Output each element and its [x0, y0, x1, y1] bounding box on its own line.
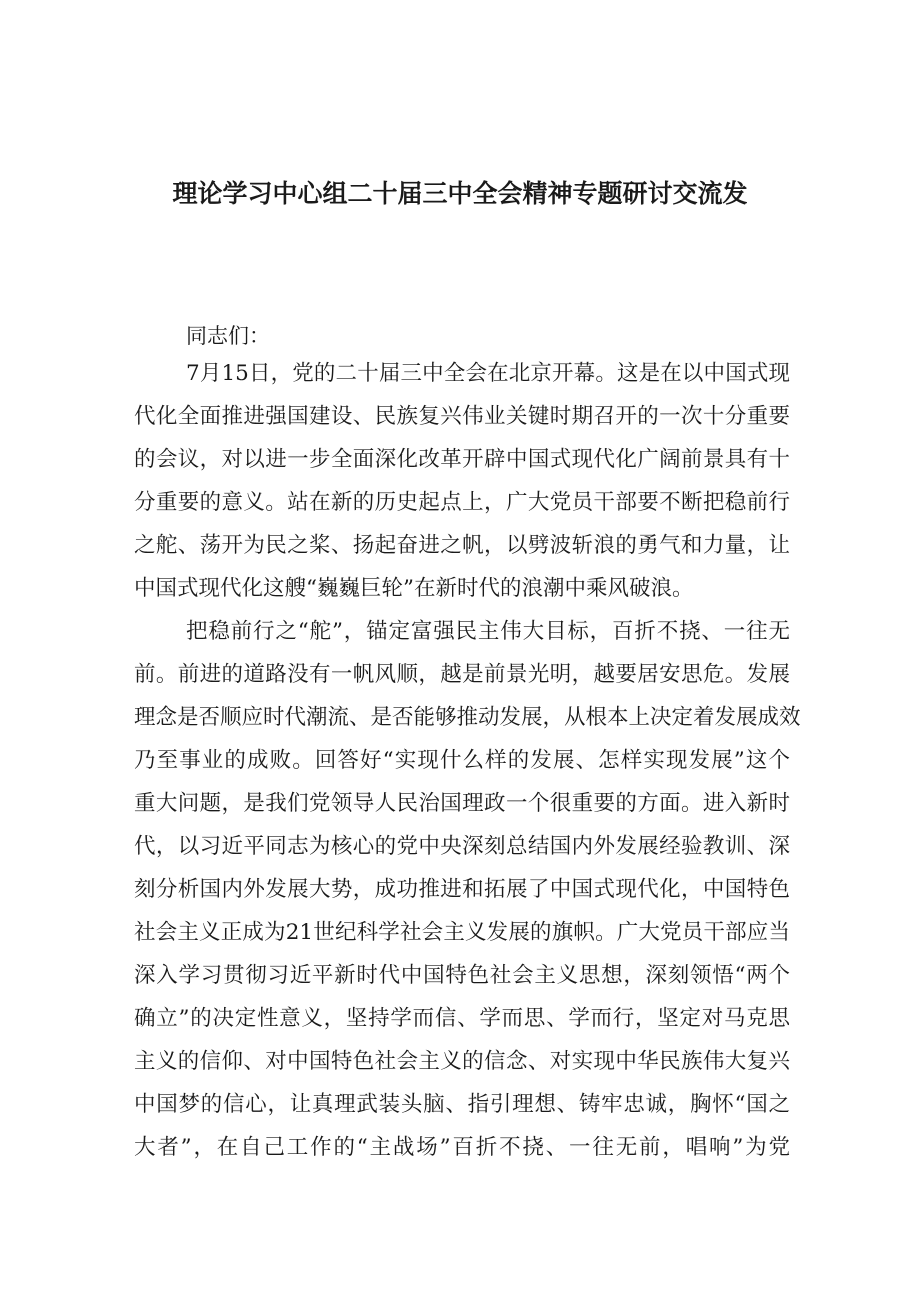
paragraph-1-line: 分重要的意义。站在新的历史起点上，广大党员干部要不断把稳前行: [134, 490, 790, 515]
paragraph-2-line: 刻分析国内外发展大势，成功推进和拓展了中国式现代化，中国特色: [134, 877, 790, 902]
paragraph-2-line: 中国梦的信心，让真理武装头脑、指引理想、铸牢忠诚，胸怀“国之: [134, 1092, 790, 1117]
paragraph-1-line: 的会议，对以进一步全面深化改革开辟中国式现代化广阔前景具有十: [134, 447, 790, 472]
paragraph-1-line: 中国式现代化这艘“巍巍巨轮”在新时代的浪潮中乘风破浪。: [134, 576, 694, 601]
paragraph-2-line: 理念是否顺应时代潮流、是否能够推动发展，从根本上决定着发展成效: [134, 705, 801, 730]
paragraph-1-line: 7月15日，党的二十届三中全会在北京开幕。这是在以中国式现: [186, 361, 790, 386]
paragraph-2-line: 确立”的决定性意义，坚持学而信、学而思、学而行，坚定对马克思: [134, 1006, 790, 1031]
paragraph-2-line: 大者”，在自己工作的“主战场”百折不挠、一往无前，唱响”为党: [134, 1135, 790, 1160]
paragraph-2-line: 前。前进的道路没有一帆风顺，越是前景光明，越要居安思危。发展: [134, 662, 790, 687]
paragraph-2-line: 主义的信仰、对中国特色社会主义的信念、对实现中华民族伟大复兴: [134, 1049, 790, 1074]
paragraph-1-line: 代化全面推进强国建设、民族复兴伟业关键时期召开的一次十分重要: [134, 404, 790, 429]
paragraph-2-line: 乃至事业的成败。回答好“实现什么样的发展、怎样实现发展”这个: [134, 748, 790, 773]
paragraph-1-line: 之舵、荡开为民之桨、扬起奋进之帆，以劈波斩浪的勇气和力量，让: [134, 533, 790, 558]
paragraph-2-line: 代，以习近平同志为核心的党中央深刻总结国内外发展经验教训、深: [134, 834, 790, 859]
document-title: 理论学习中心组二十届三中全会精神专题研讨交流发: [172, 179, 748, 208]
paragraph-2-line: 重大问题，是我们党领导人民治国理政一个很重要的方面。进入新时: [134, 791, 790, 816]
salutation: 同志们：: [186, 324, 270, 348]
paragraph-2-line: 深入学习贯彻习近平新时代中国特色社会主义思想，深刻领悟“两个: [134, 963, 790, 988]
paragraph-2-line: 把稳前行之“舵”，锚定富强民主伟大目标，百折不挠、一往无: [186, 619, 790, 644]
paragraph-2-line: 社会主义正成为21世纪科学社会主义发展的旗帜。广大党员干部应当: [134, 920, 790, 945]
